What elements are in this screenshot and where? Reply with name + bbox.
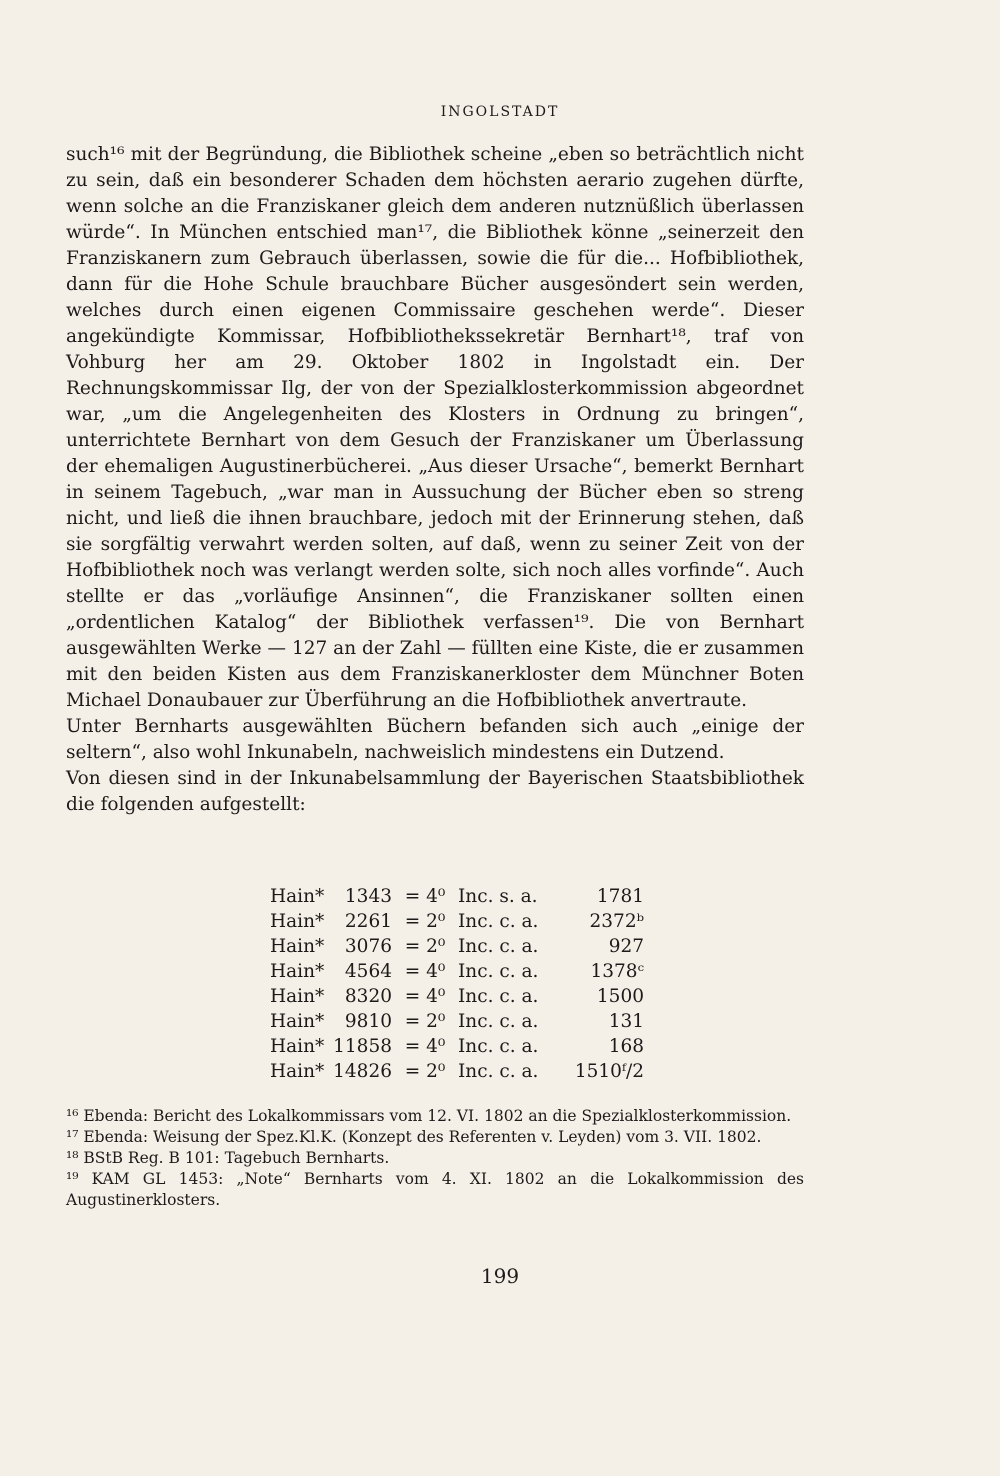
footnote: ¹⁹ KAM GL 1453: „Note“ Bernharts vom 4. XI. 1802 an die Lokalkommission des Augustinerklosters. xyxy=(66,1170,804,1209)
hain-label: Hain* xyxy=(270,1011,325,1032)
inc-type: Inc. c. a. xyxy=(458,1011,539,1032)
table-row xyxy=(270,984,710,1009)
inc-type: Inc. s. a. xyxy=(458,886,538,907)
incunabula-list xyxy=(270,884,710,1084)
hain-number: 14826 xyxy=(333,1061,392,1082)
footnote: ¹⁶ Ebenda: Bericht des Lokalkommissars vom 12. VI. 1802 an die Spezialklosterkommission. xyxy=(66,1107,792,1125)
format: = 2⁰ xyxy=(404,936,446,957)
format: = 2⁰ xyxy=(404,911,446,932)
inc-number: 1500 xyxy=(596,986,644,1007)
inc-number: 168 xyxy=(608,1036,644,1057)
format: = 4⁰ xyxy=(404,986,446,1007)
format: = 2⁰ xyxy=(404,1011,446,1032)
hain-label: Hain* xyxy=(270,986,325,1007)
hain-label: Hain* xyxy=(270,886,325,907)
inc-number: 2372ᵇ xyxy=(589,911,644,932)
footnote: ¹⁸ BStB Reg. B 101: Tagebuch Bernharts. xyxy=(66,1149,390,1167)
table-row xyxy=(270,959,710,984)
inc-type: Inc. c. a. xyxy=(458,986,539,1007)
inc-type: Inc. c. a. xyxy=(458,1061,539,1082)
format: = 4⁰ xyxy=(404,1036,446,1057)
main-text xyxy=(66,142,804,818)
inc-type: Inc. c. a. xyxy=(458,961,539,982)
hain-label: Hain* xyxy=(270,911,325,932)
hain-number: 9810 xyxy=(344,1011,392,1032)
table-row xyxy=(270,1059,710,1084)
paragraph: such¹⁶ mit der Begründung, die Bibliothek scheine „eben so beträchtlich nicht zu sein, daß ein besonderer Schaden dem höchsten aerario zugehen dürfte, wenn solche an die Franziskaner gleich dem anderen nutznüßlich überlassen würde“. In München entschied man¹⁷, die Bibliothek könne „seinerzeit den Franziskanern zum Gebrauch überlassen, sowie die für die... Hofbibliothek, dann für die Hohe Schule brauchbare Bücher ausgesöndert sein werden, welches durch einen eigenen Commissaire geschehen werde“. Dieser angekündigte Kommissar, Hofbibliothekssekretär Bernhart¹⁸, traf von Vohburg her am 29. Oktober 1802 in Ingolstadt ein. Der Rechnungskommissar Ilg, der von der Spezialklosterkommission abgeordnet war, „um die Angelegenheiten des Klosters in Ordnung zu bringen“, unterrichtete Bernhart von dem Gesuch der Franziskaner um Überlassung der ehemaligen Augustinerbücherei. „Aus dieser Ursache“, bemerkt Bernhart in seinem Tagebuch, „war man in Aussuchung der Bücher eben so streng nicht, und ließ die ihnen brauchbare, jedoch mit der Erinnerung stehen, daß sie sorgfältig verwahrt werden solten, auf daß, wenn zu seiner Zeit von der Hofbibliothek noch was verlangt werden solte, sich noch alles vorfinde“. Auch stellte er das „vorläufige Ansinnen“, die Franziskaner sollten einen „ordentlichen Katalog“ der Bibliothek verfassen¹⁹. Die von Bernhart ausgewählten Werke — 127 an der Zahl — füllten eine Kiste, die er zusammen mit den beiden Kisten aus dem Franziskanerkloster dem Münchner Boten Michael Donaubauer zur Überführung an die Hofbibliothek anvertraute. xyxy=(66,144,804,711)
paragraph: Unter Bernharts ausgewählten Büchern befanden sich auch „einige der seltern“, also wohl Inkunabeln, nachweislich mindestens ein Dutzend. xyxy=(66,716,804,763)
hain-label: Hain* xyxy=(270,936,325,957)
table-row xyxy=(270,1034,710,1059)
table-row xyxy=(270,934,710,959)
table-row xyxy=(270,884,710,909)
hain-number: 3076 xyxy=(344,936,392,957)
footnotes xyxy=(66,1106,804,1211)
page-number: 199 xyxy=(480,1264,520,1288)
hain-label: Hain* xyxy=(270,1036,325,1057)
inc-number: 131 xyxy=(608,1011,644,1032)
format: = 4⁰ xyxy=(404,961,446,982)
running-header: INGOLSTADT xyxy=(440,104,560,120)
inc-number: 1510ᶠ/2 xyxy=(574,1061,644,1082)
inc-number: 927 xyxy=(608,936,644,957)
hain-label: Hain* xyxy=(270,961,325,982)
format: = 4⁰ xyxy=(404,886,446,907)
format: = 2⁰ xyxy=(404,1061,446,1082)
hain-number: 2261 xyxy=(344,911,392,932)
hain-number: 8320 xyxy=(344,986,392,1007)
hain-number: 11858 xyxy=(333,1036,392,1057)
inc-number: 1378ᶜ xyxy=(590,961,644,982)
paragraph: Von diesen sind in der Inkunabelsammlung der Bayerischen Staatsbibliothek die folgenden aufgestellt: xyxy=(66,768,804,815)
hain-label: Hain* xyxy=(270,1061,325,1082)
inc-number: 1781 xyxy=(596,886,644,907)
hain-number: 1343 xyxy=(344,886,392,907)
hain-number: 4564 xyxy=(344,961,392,982)
footnote: ¹⁷ Ebenda: Weisung der Spez.Kl.K. (Konzept des Referenten v. Leyden) vom 3. VII. 1802. xyxy=(66,1128,762,1146)
inc-type: Inc. c. a. xyxy=(458,1036,539,1057)
inc-type: Inc. c. a. xyxy=(458,936,539,957)
table-row xyxy=(270,909,710,934)
table-row xyxy=(270,1009,710,1034)
inc-type: Inc. c. a. xyxy=(458,911,539,932)
